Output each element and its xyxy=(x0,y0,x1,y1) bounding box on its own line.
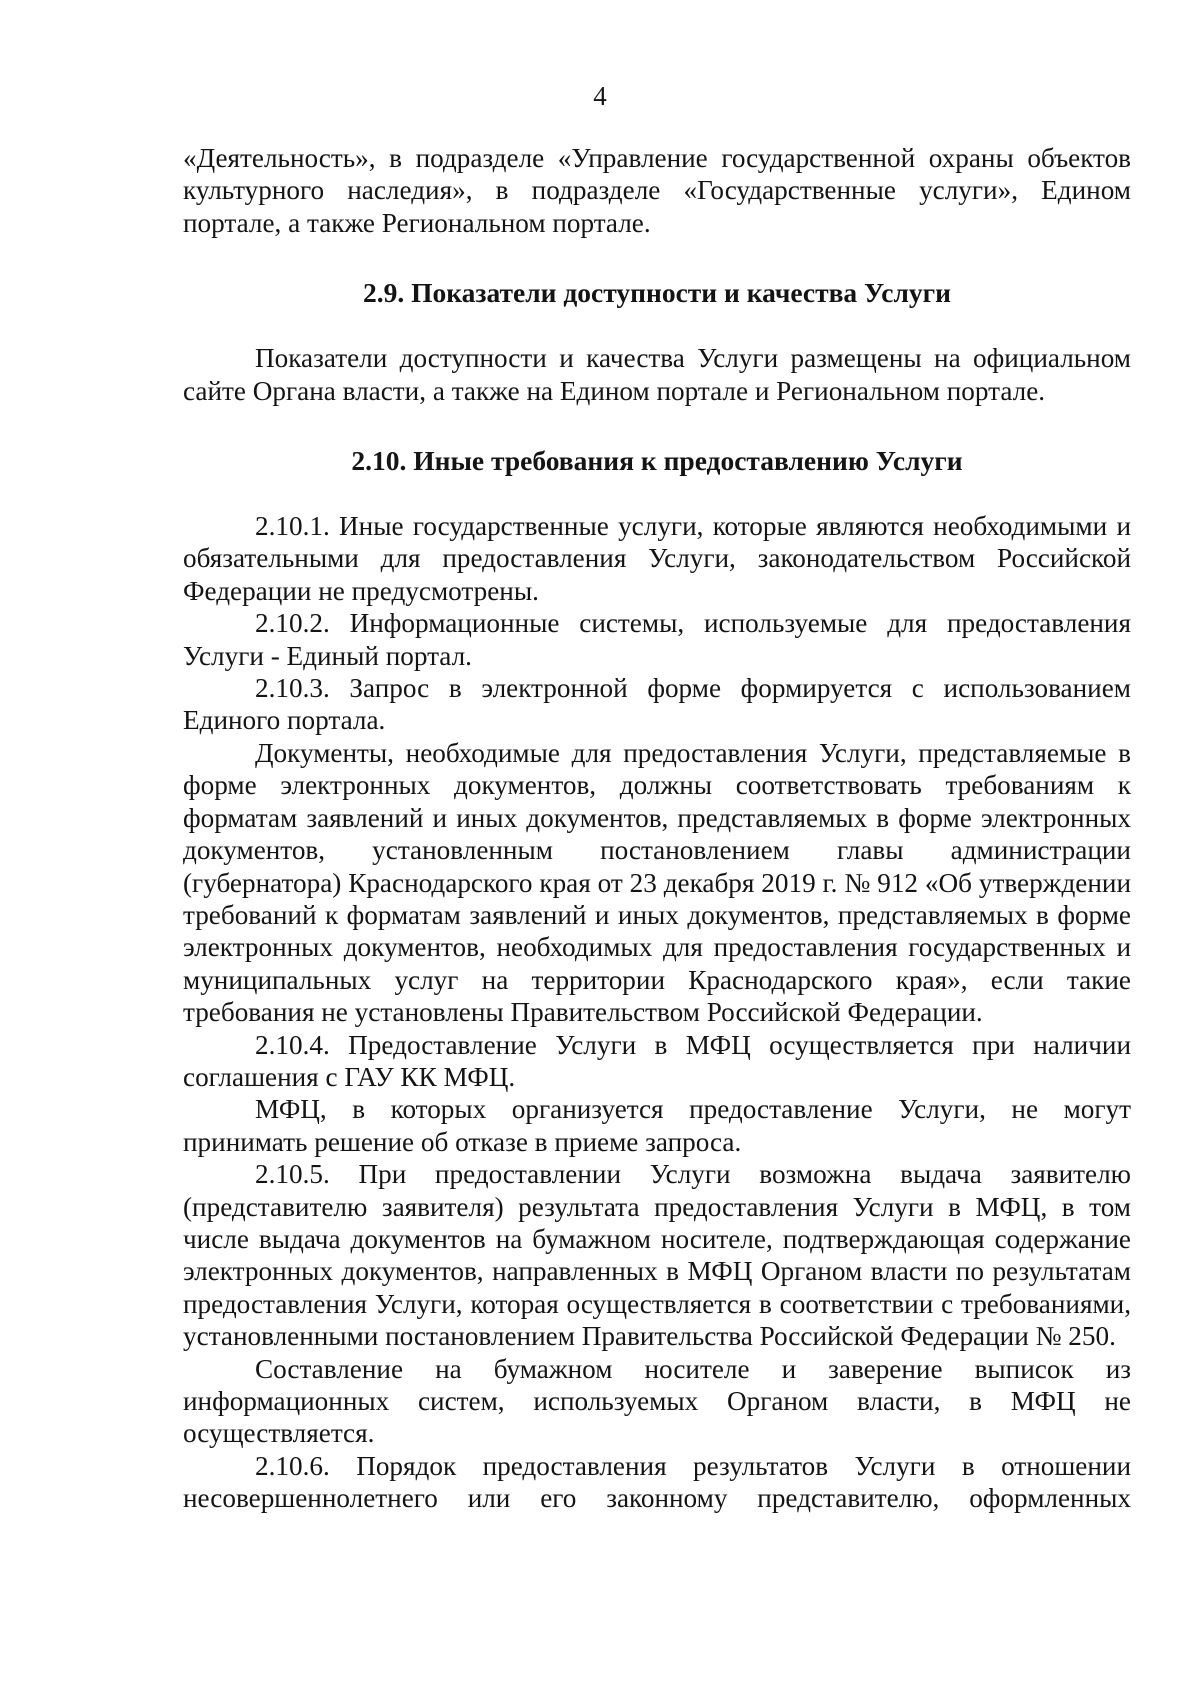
paragraph-documents-requirements: Документы, необходимые для предоставления Услуги, представляемые в форме электронных документов, должны соответствовать требованиям к форматам заявлений и иных документов, представляемых в форме электронных документов, установленным постановлением главы администрации (губернатора) Краснодарского края от 23 декабря 2019 г. № 912 «Об утверждении требований к форматам заявлений и иных документов, представляемых в форме электронных документов, необходимых для предоставления государственных и муниципальных услуг на территории Краснодарского края», если такие требования не установлены Правительством Российской Федерации. xyxy=(183,737,1131,1028)
paragraph-2-10-4: 2.10.4. Предоставление Услуги в МФЦ осуществляется при наличии соглашения с ГАУ КК МФЦ. xyxy=(183,1029,1131,1092)
paragraph-continuation: «Деятельность», в подразделе «Управление государственной охраны объектов культурного наследия», в подразделе «Государственные услуги», Едином портале, а также Региональном портале. xyxy=(183,143,1131,238)
paragraph-mfc-refusal: МФЦ, в которых организуется предоставление Услуги, не могут принимать решение об отказе в приеме запроса. xyxy=(183,1094,1131,1157)
document-body xyxy=(183,142,1131,1515)
section-heading-2-9: 2.9. Показатели доступности и качества Услуги xyxy=(362,277,951,309)
paragraph-extracts: Составление на бумажном носителе и заверение выписок из информационных систем, используемых Органом власти, в МФЦ не осуществляется. xyxy=(183,1353,1131,1449)
paragraph-2-9-text: Показатели доступности и качества Услуги размещены на официальном сайте Органа власти, а также на Едином портале и Региональном портале. xyxy=(183,343,1131,406)
paragraph-2-10-1: 2.10.1. Иные государственные услуги, которые являются необходимыми и обязательными для предоставления Услуги, законодательством Российской Федерации не предусмотрены. xyxy=(183,511,1131,606)
paragraph-2-10-6: 2.10.6. Порядок предоставления результатов Услуги в отношении несовершеннолетнего или его законному представителю, оформленных xyxy=(183,1450,1131,1514)
paragraph-2-10-2: 2.10.2. Информационные системы, используемые для предоставления Услуги - Единый портал. xyxy=(183,608,1131,671)
page-number: 4 xyxy=(593,81,607,111)
paragraph-2-10-3: 2.10.3. Запрос в электронной форме формируется с использованием Единого портала. xyxy=(183,673,1131,736)
paragraph-2-10-5: 2.10.5. При предоставлении Услуги возможна выдача заявителю (представителю заявителя) результата предоставления Услуги в МФЦ, в том числе выдача документов на бумажном носителе, подтверждающая содержание электронных документов, направленных в МФЦ Органом власти по результатам предоставления Услуги, которая осуществляется в соответствии с требованиями, установленными постановлением Правительства Российской Федерации № 250. xyxy=(183,1159,1131,1352)
section-heading-2-10: 2.10. Иные требования к предоставлению Услуги xyxy=(351,445,963,477)
